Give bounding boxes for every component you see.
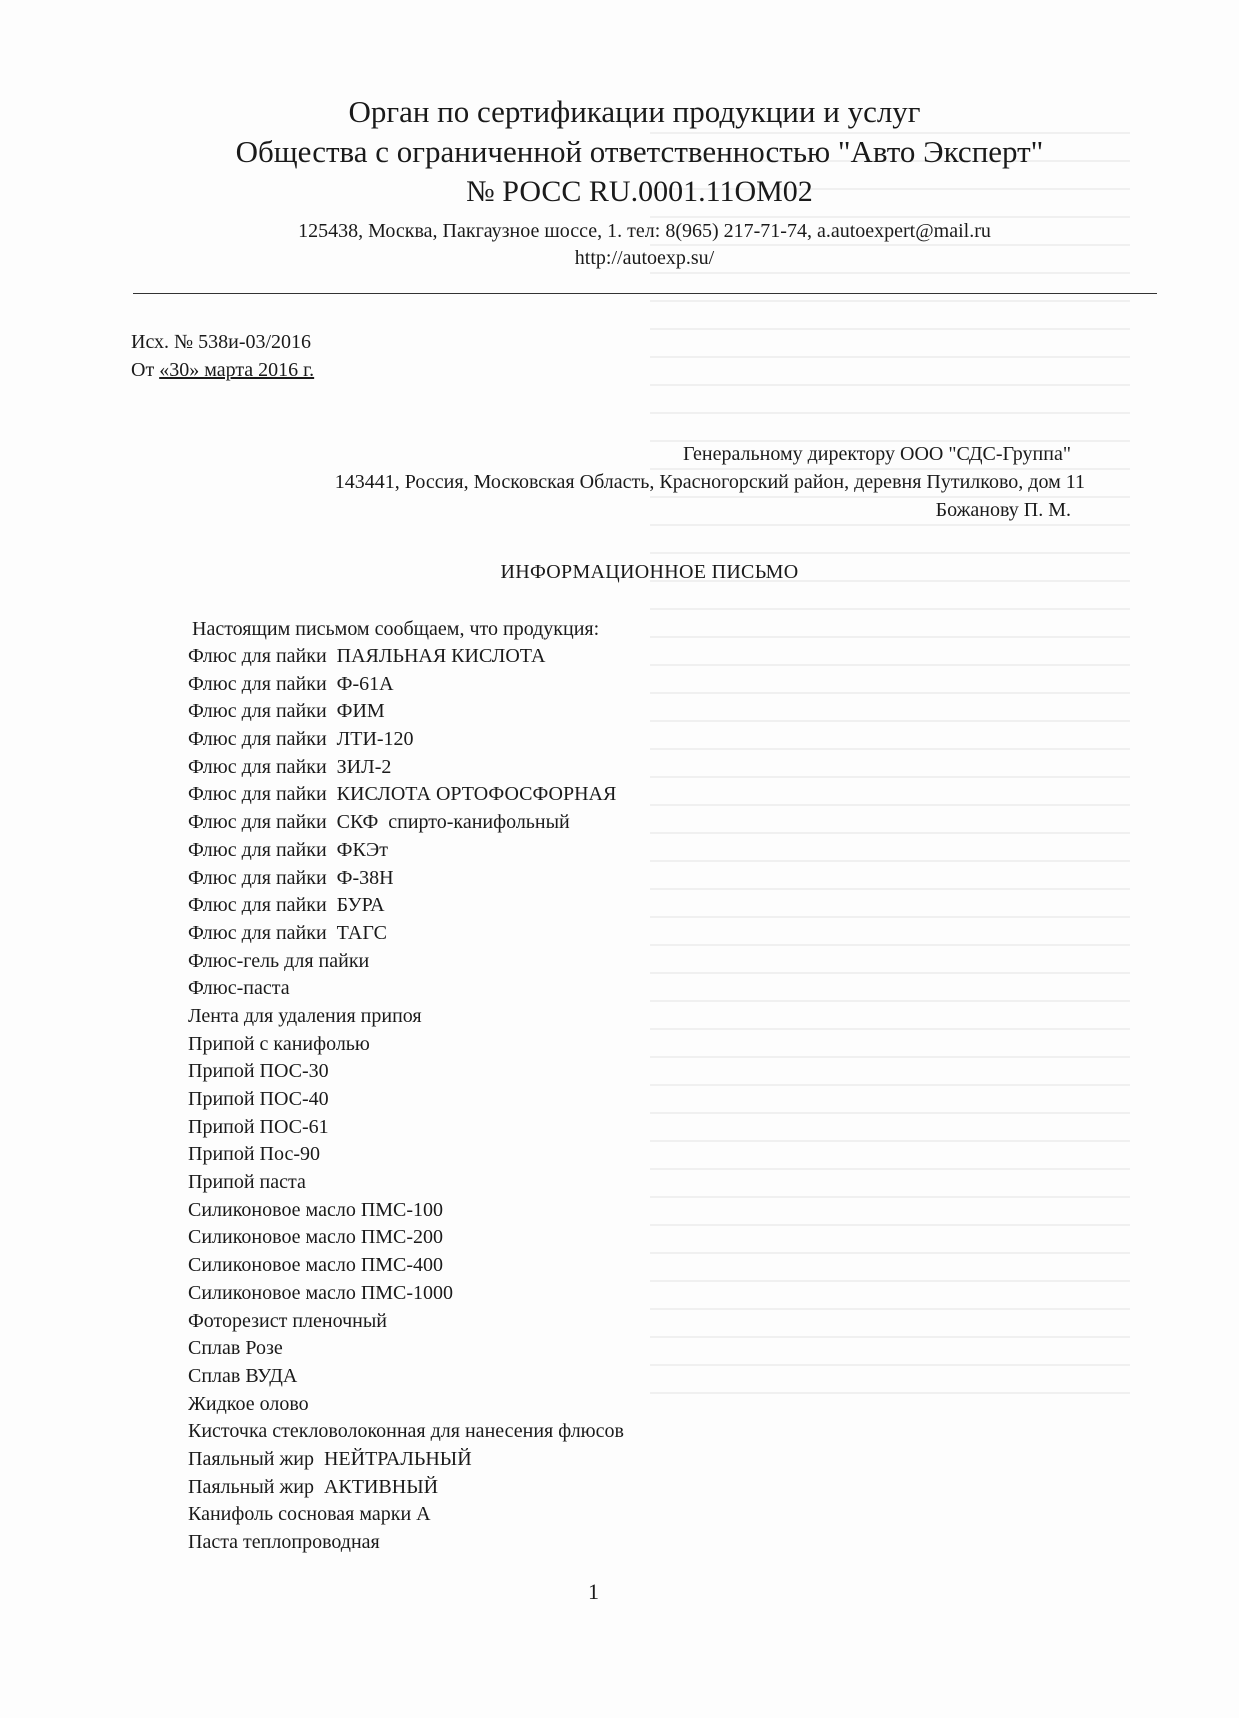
list-item: Припой ПОС-40 (188, 1088, 329, 1110)
header-divider (133, 293, 1157, 294)
registration-number: № РОСС RU.0001.11ОМ02 (466, 175, 813, 208)
reverse-side-bleed-through (650, 110, 1130, 1410)
list-item: Флюс для пайки ЛТИ-120 (188, 728, 414, 751)
product-list (188, 643, 624, 1557)
company-name: Общества с ограниченной ответственностью "Авто Эксперт" (235, 134, 1044, 169)
outgoing-reference (131, 328, 314, 384)
list-item: Сплав ВУДА (188, 1364, 298, 1387)
list-item: Флюс для пайки СКФ спирто-канифольный (188, 811, 570, 834)
date-prefix: От (131, 359, 160, 381)
outgoing-date-line (131, 356, 314, 384)
outgoing-date: «30» марта 2016 г. (159, 359, 315, 381)
recipient-address: 143441, Россия, Московская Область, Красногорский район, деревня Путилково, дом 11 (334, 471, 1085, 493)
list-item: Припой паста (188, 1171, 306, 1194)
letterhead (0, 92, 1239, 271)
list-item: Силиконовое масло ПМС-400 (188, 1254, 444, 1277)
list-item: Флюс для пайки ПАЯЛЬНАЯ КИСЛОТА (188, 645, 546, 667)
list-item: Флюс для пайки БУРА (188, 894, 385, 917)
list-item: Фоторезист пленочный (188, 1309, 388, 1332)
list-item: Паста теплопроводная (188, 1531, 380, 1553)
letter-title: ИНФОРМАЦИОННОЕ ПИСЬМО (500, 561, 799, 583)
list-item: Силиконовое масло ПМС-1000 (188, 1281, 454, 1304)
list-item: Флюс для пайки Ф-61А (188, 672, 394, 695)
organization-name: Орган по сертификации продукции и услуг (348, 94, 921, 129)
list-item: Паяльный жир НЕЙТРАЛЬНЫЙ (188, 1447, 472, 1470)
list-item: Кисточка стекловолоконная для нанесения флюсов (188, 1420, 624, 1443)
letter-intro: Настоящим письмом сообщаем, что продукция: (192, 618, 600, 640)
website-link: http://autoexp.su/ (574, 247, 715, 269)
list-item: Припой с канифолью (188, 1032, 370, 1055)
list-item: Лента для удаления припоя (188, 1004, 422, 1027)
outgoing-number: Исх. № 538и-03/2016 (131, 331, 312, 353)
list-item: Флюс для пайки ФКЭт (188, 838, 388, 861)
list-item: Флюс для пайки ФИМ (188, 700, 385, 723)
recipient-block (334, 440, 1085, 524)
list-item: Флюс-гель для пайки (188, 949, 370, 972)
list-item: Жидкое олово (188, 1392, 309, 1415)
list-item: Флюс для пайки ЗИЛ-2 (188, 755, 392, 778)
list-item: Флюс-паста (188, 977, 290, 1000)
contact-details: 125438, Москва, Пакгаузное шоссе, 1. тел: 8(965) 217-71-74, a.autoexpert@mail.ru (298, 220, 991, 242)
list-item: Припой ПОС-61 (188, 1115, 329, 1138)
list-item: Сплав Розе (188, 1337, 283, 1360)
list-item: Припой ПОС-30 (188, 1060, 329, 1083)
page-number: 1 (588, 1579, 599, 1604)
list-item: Флюс для пайки ТАГС (188, 921, 387, 944)
recipient-position: Генеральному директору ООО "СДС-Группа" (682, 443, 1071, 465)
list-item: Флюс для пайки КИСЛОТА ОРТОФОСФОРНАЯ (188, 783, 617, 806)
list-item: Канифоль сосновая марки А (188, 1503, 431, 1526)
list-item: Флюс для пайки Ф-38Н (188, 866, 394, 889)
list-item: Силиконовое масло ПМС-100 (188, 1198, 444, 1221)
list-item: Паяльный жир АКТИВНЫЙ (188, 1475, 439, 1498)
recipient-name: Божанову П. М. (935, 499, 1071, 521)
list-item: Силиконовое масло ПМС-200 (188, 1226, 444, 1249)
list-item: Припой Пос-90 (188, 1143, 321, 1166)
